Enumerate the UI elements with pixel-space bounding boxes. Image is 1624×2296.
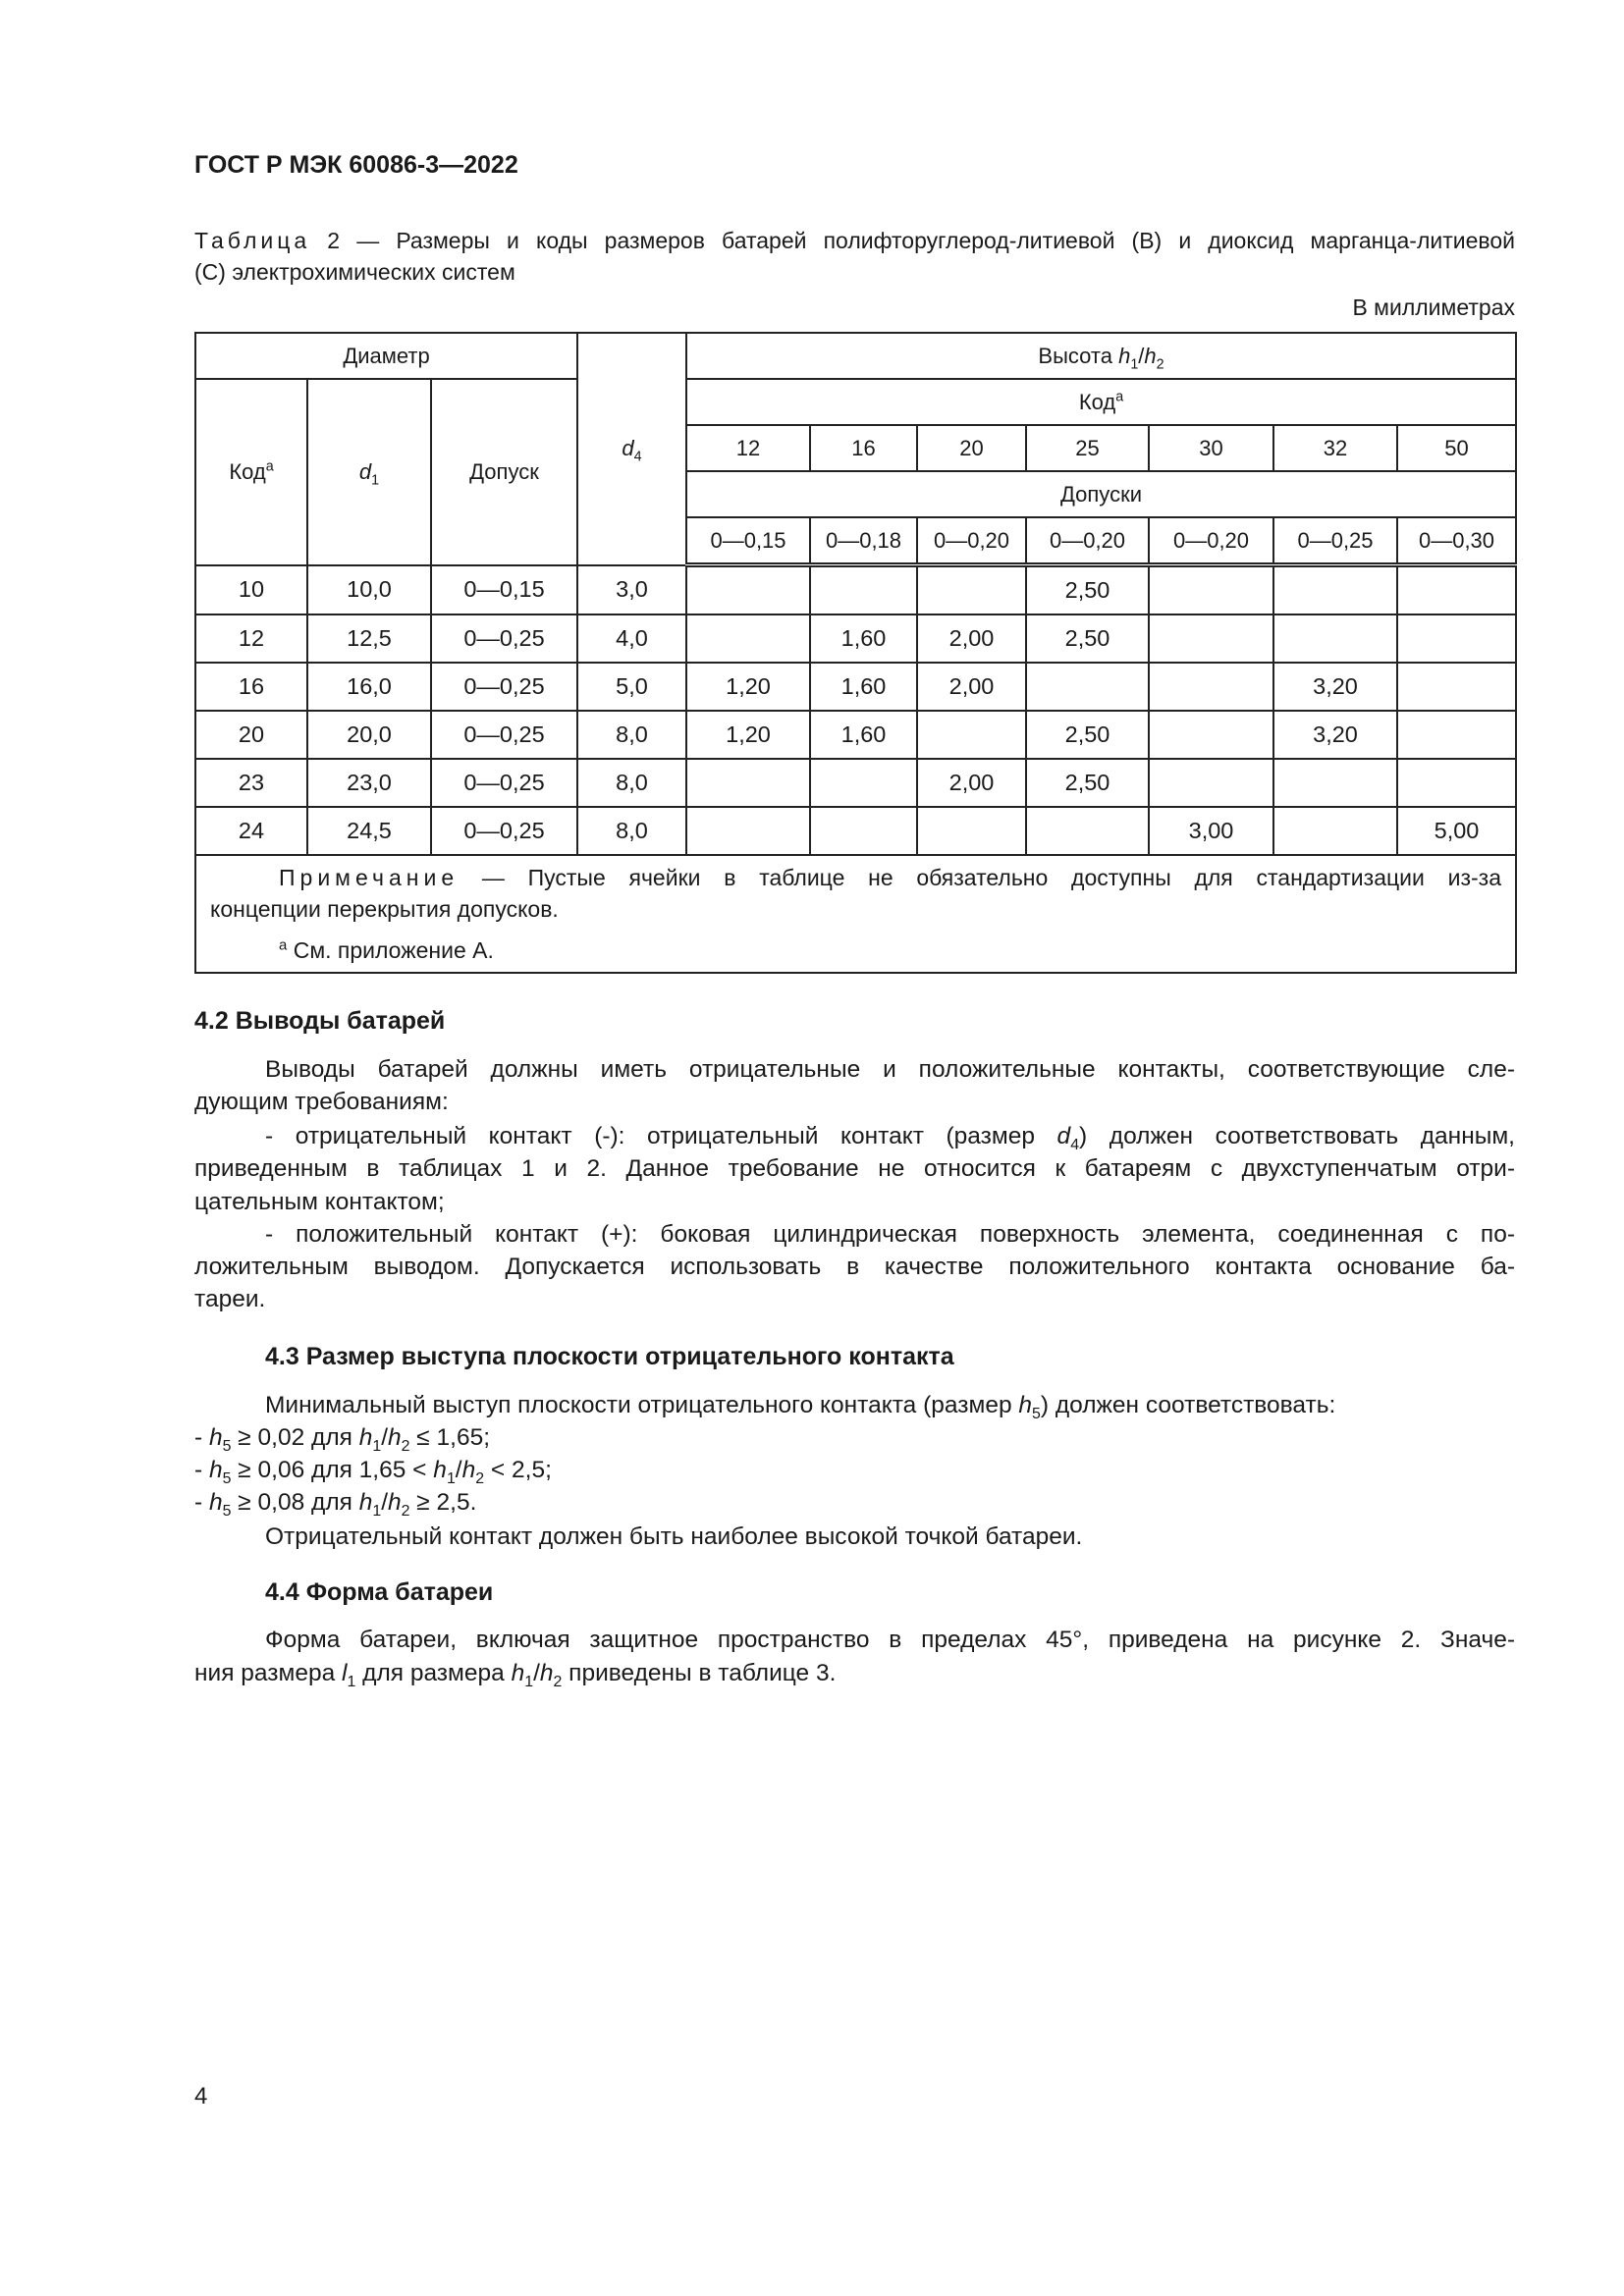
height-tolerance-cell: 0—0,25 [1273,517,1397,565]
list-item: - $h_5 \ge 0,02$ для $h_1/h_2 \le 1,65$; [194,1424,491,1455]
table-cell: 5,00 [1397,807,1516,855]
height-tolerance-cell: 0—0,20 [1026,517,1149,565]
table-cell [1026,807,1149,855]
height-code-cell: 50 [1397,425,1516,471]
table-cell: 20 [195,711,307,759]
page-number: 4 [194,2083,208,2109]
height-code-cell: 25 [1026,425,1149,471]
table-cell: 16 [195,663,307,711]
table-cell [1397,759,1516,807]
table-cell: 5,0 [577,663,686,711]
dimensions-table [194,332,1517,974]
table-cell [686,565,810,615]
d4-header: $d_4$ [577,333,686,565]
table-cell: 16,0 [307,663,431,711]
table-row [195,807,1516,855]
caption-text: 2 — Размеры и коды размеров батарей полифторуглерод-литиевой (B) и диоксид марганца-литиевой [310,228,1515,253]
table-cell: 0—0,25 [431,807,577,855]
table-cell: 1,60 [810,663,917,711]
height-tolerance-cell: 0—0,15 [686,517,810,565]
table-cell [1397,565,1516,615]
table-cell [1026,663,1149,711]
table-cell [1397,663,1516,711]
table-cell: 12 [195,614,307,663]
table-cell: 8,0 [577,807,686,855]
table-cell: 2,00 [917,614,1026,663]
table-row [195,711,1516,759]
paragraph-line: - отрицательный контакт (-): отрицательный контакт (размер $d_4$) должен соответствовать данным, [265,1123,1515,1153]
paragraph-line: приведенным в таблицах 1 и 2. Данное требование не относится к батареям с двухступенчатым отри- [194,1155,1515,1182]
table-cell: 20,0 [307,711,431,759]
document-header: ГОСТ Р МЭК 60086-3—2022 [194,151,518,179]
height-code-cell: 12 [686,425,810,471]
paragraph-line: тареи. [194,1286,266,1312]
table-cell [686,759,810,807]
table-cell: 0—0,25 [431,663,577,711]
paragraph-line: цательным контактом; [194,1189,445,1215]
table-cell [1397,614,1516,663]
table-cell: 2,50 [1026,614,1149,663]
table-cell: 0—0,25 [431,759,577,807]
table-cell: 8,0 [577,711,686,759]
tolerances-header: Допуски [686,471,1516,517]
table-caption [194,225,1515,257]
table-cell [917,565,1026,615]
table-cell [1273,614,1397,663]
table-cell [1149,711,1273,759]
table-cell [810,807,917,855]
table-cell: 1,60 [810,614,917,663]
diameter-header: Диаметр [195,333,577,379]
paragraph-line: - положительный контакт (+): боковая цилиндрическая поверхность элемента, соединенная с по- [265,1221,1515,1248]
paragraph-line: ния размера $l_1$ для размера $h_1/h_2$ приведены в таблице 3. [194,1660,837,1690]
section-4-2-heading: 4.2 Выводы батарей [194,1007,446,1035]
table-cell: 0—0,25 [431,614,577,663]
paragraph-line: Выводы батарей должны иметь отрицательные и положительные контакты, соответствующие сле- [265,1056,1515,1083]
table-cell: 0—0,15 [431,565,577,615]
table-cell: 3,0 [577,565,686,615]
height-tolerance-cell: 0—0,18 [810,517,917,565]
height-header: Высота $h_1/h_2$ [686,333,1516,379]
paragraph-line: дующим требованиям: [194,1089,449,1115]
table-cell: 10,0 [307,565,431,615]
table-cell: 24 [195,807,307,855]
table-cell: 1,20 [686,711,810,759]
table-cell [686,807,810,855]
table-row [195,565,1516,615]
height-code-cell: 30 [1149,425,1273,471]
footnote: $^a$ См. приложение А. [279,936,494,963]
table-cell: 1,20 [686,663,810,711]
height-tolerance-cell: 0—0,30 [1397,517,1516,565]
table-cell [1273,565,1397,615]
table-cell: 4,0 [577,614,686,663]
table-cell [1397,711,1516,759]
list-item: - $h_5 \ge 0,08$ для $h_1/h_2 \ge 2,5$. [194,1489,477,1520]
table-cell: 2,50 [1026,565,1149,615]
units-label: В миллиметрах [1352,294,1515,320]
section-4-3-heading: 4.3 Размер выступа плоскости отрицательного контакта [265,1343,954,1370]
height-code-header: Код$^a$ [686,379,1516,425]
table-cell [1149,614,1273,663]
d1-header: $d_1$ [307,379,431,565]
table-cell [1149,759,1273,807]
table-cell [1149,663,1273,711]
table-cell: 10 [195,565,307,615]
paragraph-line: ложительным выводом. Допускается использовать в качестве положительного контакта основание ба- [194,1254,1515,1280]
table-cell: 3,00 [1149,807,1273,855]
table-row [195,759,1516,807]
table-cell: 23 [195,759,307,807]
tolerance-header: Допуск [431,379,577,565]
table-cell [1273,807,1397,855]
table-cell [686,614,810,663]
table-cell [810,759,917,807]
height-code-cell: 16 [810,425,917,471]
table-row [195,614,1516,663]
height-code-cell: 20 [917,425,1026,471]
table-cell: 8,0 [577,759,686,807]
table-cell [917,807,1026,855]
caption-label: Таблица [194,228,311,253]
table-cell: 2,00 [917,663,1026,711]
paragraph-line: Форма батареи, включая защитное пространство в пределах 45°, приведена на рисунке 2. Значе- [265,1627,1515,1653]
section-4-4-heading: 4.4 Форма батареи [265,1578,494,1606]
table-cell: 3,20 [1273,711,1397,759]
table-cell [917,711,1026,759]
table-cell: 2,00 [917,759,1026,807]
code-header: Код$^a$ [195,379,307,565]
table-row [195,663,1516,711]
table-cell: 3,20 [1273,663,1397,711]
table-caption-cont: (C) электрохимических систем [194,259,515,285]
table-cell: 1,60 [810,711,917,759]
table-cell: 0—0,25 [431,711,577,759]
height-code-cell: 32 [1273,425,1397,471]
paragraph-line: Минимальный выступ плоскости отрицательного контакта (размер $h_5$) должен соответствовать: [265,1392,1336,1422]
height-tolerance-cell: 0—0,20 [917,517,1026,565]
table-cell [1273,759,1397,807]
table-note: Примечание — Пустые ячейки в таблице не обязательно доступны для стандартизации из-за концепции перекрытия допусков. $^a$ См. приложение А. [195,855,1516,973]
table-cell: 24,5 [307,807,431,855]
table-cell: 12,5 [307,614,431,663]
table-cell: 2,50 [1026,711,1149,759]
paragraph-line: Отрицательный контакт должен быть наиболее высокой точкой батареи. [265,1523,1083,1550]
table-cell [1149,565,1273,615]
list-item: - $h_5 \ge 0,06$ для $1,65 < h_1/h_2 < 2,5$; [194,1457,552,1487]
height-tolerance-cell: 0—0,20 [1149,517,1273,565]
table-cell: 2,50 [1026,759,1149,807]
table-cell: 23,0 [307,759,431,807]
table-cell [810,565,917,615]
